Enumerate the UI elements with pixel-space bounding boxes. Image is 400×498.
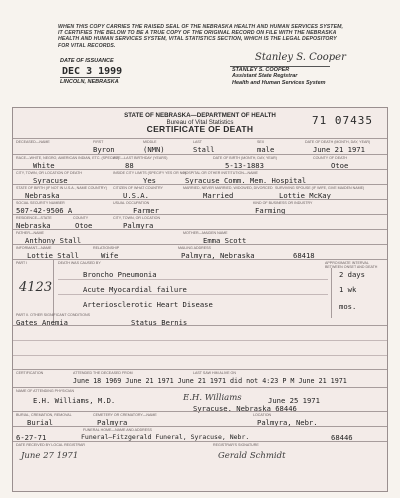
row-parents [13, 229, 387, 245]
sex-value: male [257, 145, 275, 154]
birth-date: 5-13-1883 [225, 161, 264, 170]
physician-address: Syracuse, Nebraska 68446 [193, 404, 297, 413]
cemetery-label: CEMETERY OR CREMATORY—NAME [93, 413, 157, 417]
row-residence [13, 214, 387, 230]
registrar-title: Assistant State Registrar [232, 73, 298, 80]
handwritten-code: 4123 [19, 280, 53, 295]
row-race-age [13, 154, 387, 170]
relationship: Wife [101, 251, 119, 260]
cause-b: Acute Myocardial failure [83, 285, 187, 294]
part2-condition-a: Gates Anemia [16, 318, 68, 327]
death-date: June 21 1971 [313, 145, 365, 154]
row-informant [13, 244, 387, 260]
interval-b: 1 wk [339, 285, 357, 294]
last-seen-label: LAST SAW HIM ALIVE ON [193, 371, 236, 375]
registrar-signature-label: REGISTRAR'S SIGNATURE [213, 443, 259, 447]
interval-divider [331, 268, 332, 318]
row-birth-citizen [13, 184, 387, 200]
city-death: Syracuse [33, 176, 68, 185]
funeral-home: Funeral—Fitzgerald Funeral, Syracuse, Nebr. [81, 433, 250, 441]
sex-label: SEX [257, 140, 265, 144]
physician-name: E.H. Williams, M.D. [33, 396, 116, 405]
disposition: Burial [27, 418, 53, 427]
industry: Farming [255, 206, 286, 215]
row-name [13, 138, 387, 155]
occupation: Farmer [133, 206, 159, 215]
cause-a: Broncho Pneumonia [83, 270, 157, 279]
signature-underline [230, 66, 330, 67]
first-name: Byron [93, 145, 115, 154]
county-death-label: COUNTY OF DEATH [313, 156, 348, 160]
accident-divider-1 [13, 340, 387, 341]
middle-label: MIDDLE [143, 140, 157, 144]
attended-label: ATTENDED THE DECEASED FROM [73, 371, 133, 375]
interval-label: APPROXIMATE INTERVAL BETWEEN ONSET AND DEATH [325, 261, 378, 269]
industry-label: KIND OF BUSINESS OR INDUSTRY [253, 201, 313, 205]
registrar-name: STANLEY S. COOPER [232, 67, 290, 73]
last-name: Stall [193, 145, 215, 154]
burial-label: BURIAL, CREMATION, REMOVAL [16, 413, 72, 417]
county-death: Otoe [331, 161, 349, 170]
date-received-label: DATE RECEIVED BY LOCAL REGISTRAR [16, 443, 86, 447]
cemetery-location: Palmyra, Nebr. [257, 418, 318, 427]
marital: Married [203, 191, 234, 200]
cause-c: Arteriosclerotic Heart Disease [83, 300, 213, 309]
marital-label: MARRIED, NEVER MARRIED, WIDOWED, DIVORCED [183, 186, 273, 190]
middle-name: (NMN) [143, 145, 165, 154]
state-birth-label: STATE OF BIRTH (IF NOT IN U.S.A., NAME COUNTRY) [16, 186, 107, 190]
city-death-label: CITY, TOWN, OR LOCATION OF DEATH [16, 171, 82, 175]
row-place-of-death [13, 169, 387, 185]
citizen: U.S.A. [123, 191, 149, 200]
spouse-label: SURVIVING SPOUSE (IF WIFE, GIVE MAIDEN NAME) [275, 186, 365, 190]
row-accident-info [13, 325, 387, 370]
row-occupation [13, 199, 387, 215]
residence-city-label: CITY, TOWN, OR LOCATION [113, 216, 161, 220]
residence-state: Nebraska [16, 221, 51, 230]
physician-signature: E.H. Williams [183, 393, 242, 403]
residence-county: Otoe [75, 221, 93, 230]
interval-a: 2 days [339, 270, 365, 279]
issuance-label: DATE OF ISSUANCE [60, 58, 114, 64]
row-funeral [13, 426, 387, 442]
residence-city: Palmyra [123, 221, 154, 230]
certificate-number: 71 07435 [312, 114, 373, 127]
race-value: White [33, 161, 55, 170]
cause-b-underline [58, 294, 328, 295]
cause-label: DEATH WAS CAUSED BY [58, 261, 101, 265]
death-certificate-form [12, 107, 388, 492]
ssn-label: SOCIAL SECURITY NUMBER [16, 201, 65, 205]
informant-label: INFORMANT—NAME [16, 246, 52, 250]
age-value: 88 [125, 161, 134, 170]
form-title: CERTIFICATE OF DEATH [146, 124, 254, 134]
hospital: Syracuse Comm. Mem. Hospital [185, 176, 307, 185]
form-state: STATE OF NEBRASKA—DEPARTMENT OF HEALTH [124, 112, 276, 119]
state-birth: Nebraska [25, 191, 60, 200]
mother-label: MOTHER—MAIDEN NAME [183, 231, 228, 235]
inside-city-label: INSIDE CITY LIMITS (SPECIFY YES OR NO) [113, 171, 187, 175]
funeral-label: FUNERAL HOME—NAME AND ADDRESS [83, 428, 152, 432]
date-received: June 27 1971 [21, 451, 79, 461]
registrar-signature: Stanley S. Cooper [255, 52, 346, 63]
cemetery: Palmyra [97, 418, 128, 427]
row-disposition [13, 411, 387, 427]
ssn: 507-42-9506 A [16, 206, 73, 215]
signature-date: June 25 1971 [268, 396, 320, 405]
funeral-zip: 68446 [331, 433, 353, 442]
issuance-location: LINCOLN, NEBRASKA [60, 79, 119, 85]
deceased-name-label: DECEASED—NAME [16, 140, 50, 144]
father: Anthony Stall [25, 236, 82, 245]
informant: Lottie Stall [27, 251, 79, 260]
inside-city: Yes [143, 176, 156, 185]
row-certification [13, 369, 387, 388]
row-physician [13, 387, 387, 412]
issuance-underline [60, 77, 120, 78]
birth-date-label: DATE OF BIRTH (MONTH, DAY, YEAR) [213, 156, 277, 160]
cause-a-underline [58, 279, 328, 280]
issuance-date: DEC 3 1999 [62, 66, 123, 77]
registrar-department: Health and Human Services System [232, 79, 326, 86]
father-label: FATHER—NAME [16, 231, 44, 235]
residence-county-label: COUNTY [73, 216, 89, 220]
age-label: AGE—LAST BIRTHDAY (YEARS) [113, 156, 168, 160]
mailing-label: MAILING ADDRESS [178, 246, 211, 250]
disposal-date: 6-27-71 [16, 433, 47, 442]
mailing-address: Palmyra, Nebraska [181, 251, 255, 260]
accident-divider-2 [13, 355, 387, 356]
occupation-label: USUAL OCCUPATION [113, 201, 150, 205]
location-label: LOCATION [253, 413, 272, 417]
part2-label: PART II. OTHER SIGNIFICANT CONDITIONS [16, 313, 91, 317]
certification-statement: WHEN THIS COPY CARRIES THE RAISED SEAL OF THE NEBRASKA HEALTH AND HUMAN SERVICES SYSTEM, IT CERTIFIES THE BELOW TO BE A TRUE COPY OF THE ORIGINAL RECORD ON FILE WITH THE NEBRASKA HEALTH AND HUMAN SERVICES SYSTEM, VITAL STATISTICS SECTION, WHICH IS THE LEGAL DEPOSITORY FOR VITAL RECORDS. [58, 24, 344, 49]
residence-state-label: RESIDENCE—STATE [16, 216, 52, 220]
citizen-label: CITIZEN OF WHAT COUNTRY [113, 186, 163, 190]
race-label: RACE—WHITE, NEGRO, AMERICAN INDIAN, ETC. (SPECIFY) [16, 156, 120, 160]
part2-condition-b: Status Bernis [131, 318, 188, 327]
mother: Emma Scott [203, 236, 247, 245]
local-registrar-signature: Gerald Schmidt [218, 451, 286, 461]
hospital-label: HOSPITAL OR OTHER INSTITUTION—NAME [183, 171, 258, 175]
first-label: FIRST [93, 140, 104, 144]
part1-label: PART I [16, 261, 28, 265]
form-bureau: Bureau of Vital Statistics [166, 119, 234, 126]
certification-label: CERTIFICATION [16, 371, 44, 375]
spouse: Lottie McKay [279, 191, 331, 200]
row-registrar [13, 441, 387, 492]
certification-dates: June 18 1969 June 21 1971 June 21 1971 did not 4:23 P M June 21 1971 [73, 377, 347, 385]
interval-c: mos. [339, 302, 357, 311]
registrar-block [232, 67, 326, 86]
mailing-zip: 68418 [293, 251, 315, 260]
row-cause-of-death [13, 259, 387, 326]
relationship-label: RELATIONSHIP [93, 246, 120, 250]
last-label: LAST [193, 140, 202, 144]
death-date-label: DATE OF DEATH (MONTH, DAY, YEAR) [305, 140, 371, 144]
physician-label: NAME OF ATTENDING PHYSICIAN [16, 389, 75, 393]
